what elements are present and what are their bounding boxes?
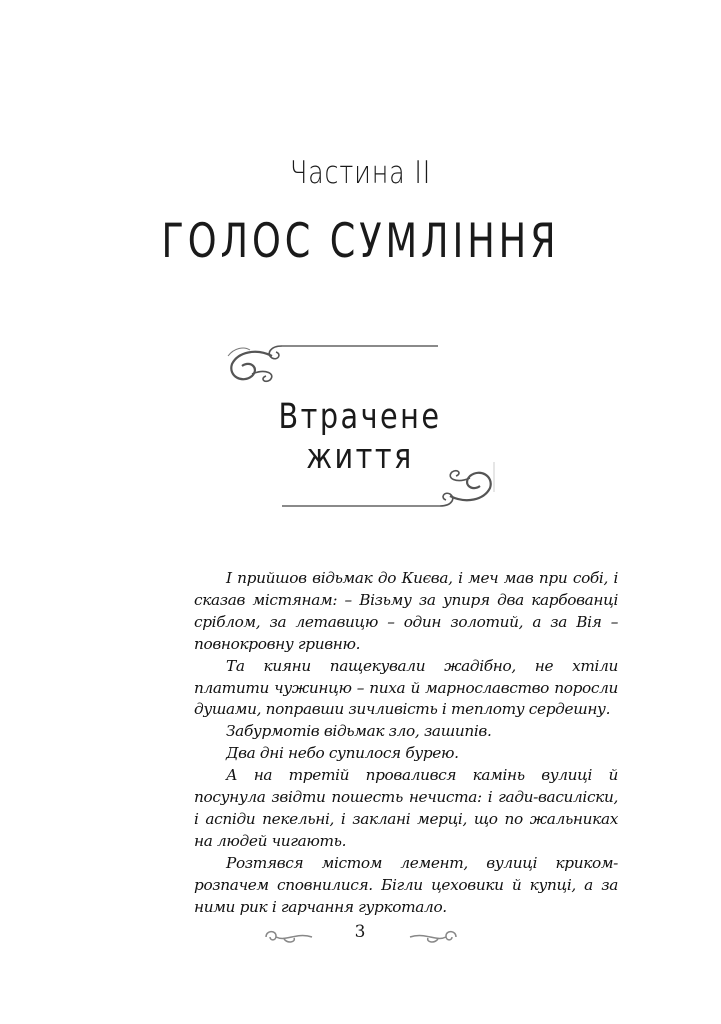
paragraph-2: Та кияни пащекували жадібно, не хтіли платити чужинцю – пиха й марнославство поросли душами, поправши зичливість і теплоту сердешну. — [194, 656, 618, 719]
paragraph-1: І прийшов відьмак до Києва, і меч мав при собі, і сказав містянам: – Візьму за упиря два карбованці сріблом, за летавицю – один золотий, а за Вія – повнокровну гривню. — [194, 569, 618, 653]
flourish-bottom-ornament — [280, 462, 496, 518]
part-label: Частина ІІ — [289, 155, 432, 191]
paragraph-4: Два дні небо супилося бурею. — [226, 744, 459, 763]
flourish-top-ornament — [226, 334, 440, 390]
chapter-title: Втрачене життя — [278, 397, 442, 477]
body-text — [194, 568, 618, 919]
page-number: 3 — [354, 922, 366, 942]
paragraph-5: А на третій провалився камінь вулиці й посунула звідти пошесть нечиста: і гади-василіски, і аспіди пекельні, і заклані мерці, що по жальниках на людей чигають. — [194, 766, 618, 850]
folio — [260, 922, 460, 948]
paragraph-3: Забурмотів відьмак зло, зашипів. — [226, 722, 492, 741]
paragraph-6: Розтявся містом лемент, вулиці криком-розпачем сповнилися. Бігли цеховики й купці, а за ними рик і гарчання гуркотало. — [194, 853, 618, 916]
folio-left-ornament — [262, 928, 314, 946]
folio-right-ornament — [408, 928, 460, 946]
part-title: ГОЛОС СУМЛІННЯ — [161, 214, 560, 269]
